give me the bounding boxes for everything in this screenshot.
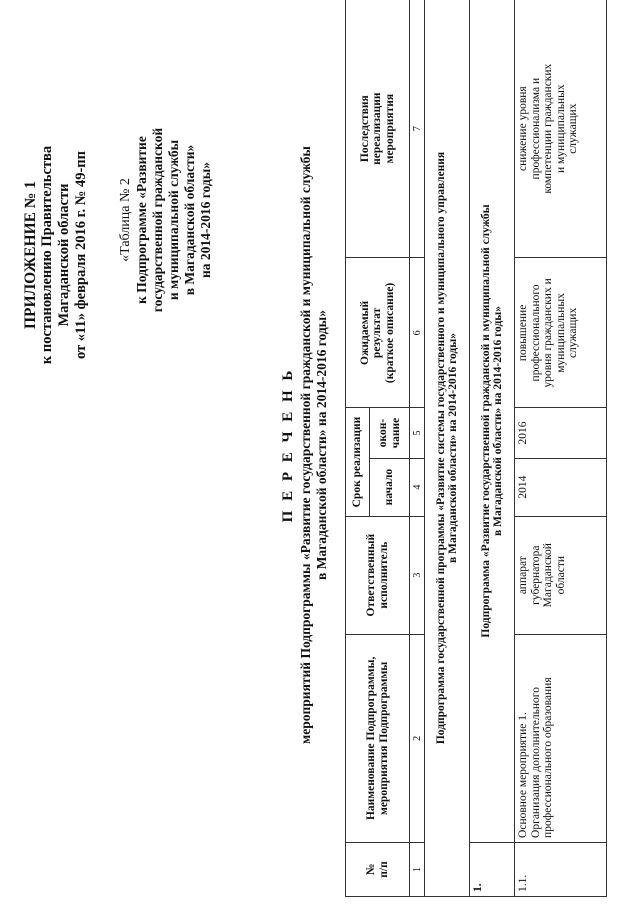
table-reference-line: государственной гражданской <box>150 127 165 313</box>
row-result: повышение профессионального уровня гражданских и муниципальных служащих <box>515 258 607 408</box>
header-row <box>346 0 370 897</box>
header-end: окон- чание <box>369 408 410 458</box>
appendix-block <box>22 45 90 465</box>
table-row <box>515 0 607 897</box>
row-end: 2016 <box>515 408 607 458</box>
section-row-program <box>425 0 470 897</box>
table-reference-label: «Таблица № 2 <box>118 178 133 262</box>
section-line: Подпрограмма государственной программы «Развитие системы государственного и муниципального управления <box>434 151 447 745</box>
title-line: мероприятий Подпрограммы «Развитие государственной гражданской и муниципальной службы <box>298 146 313 744</box>
row-number: 1.1. <box>515 842 607 896</box>
header-period: Срок реализации <box>346 408 370 516</box>
row-consequences: снижение уровня профессионализма и компетенции гражданских и муниципальных служащих <box>515 0 607 258</box>
table-reference-line: к Подпрограмме «Развитие <box>134 136 149 304</box>
section-number: 1. <box>470 842 515 896</box>
header-name: Наименование Подпрограммы, мероприятия Подпрограммы <box>346 634 410 842</box>
header-result: Ожидаемый результат (краткое описание) <box>346 258 410 408</box>
title-heading: П Е Р Е Ч Е Н Ь <box>280 367 296 523</box>
title-line: в Магаданской области» на 2014-2016 годы» <box>314 310 329 580</box>
column-number: 4 <box>410 458 425 516</box>
section-line: в Магаданской области» на 2014-2016 годы» <box>492 306 505 536</box>
appendix-title: ПРИЛОЖЕНИЕ № 1 <box>22 181 39 329</box>
column-number: 7 <box>410 0 425 258</box>
appendix-line: к постановлению Правительства <box>39 145 55 365</box>
appendix-line: Магаданской области <box>56 183 72 327</box>
header-consequences: Последствия нереализации мероприятия <box>346 0 410 258</box>
row-executor: аппарат губернатора Магаданской области <box>515 516 607 634</box>
table-reference-line: на 2014-2016 годы» <box>198 161 213 279</box>
measures-table <box>345 0 607 897</box>
column-number: 2 <box>410 634 425 842</box>
row-name: Основное мероприятие 1. Организация дополнительного профессионального образования <box>515 634 607 842</box>
appendix-line: от «11» февраля 2016 г. № 49-пп <box>73 150 89 360</box>
section-line: Подпрограмма «Развитие государственной гражданской и муниципальной службы <box>479 204 492 638</box>
header-num: № п/п <box>346 842 410 896</box>
section-subprogram-cell <box>470 0 515 842</box>
row-start: 2014 <box>515 458 607 516</box>
table-reference-block <box>118 50 214 390</box>
column-number: 1 <box>410 842 425 896</box>
measures-table-wrapper <box>345 0 607 897</box>
column-number: 6 <box>410 258 425 408</box>
header-executor: Ответственный исполнитель <box>346 516 410 634</box>
section-line: в Магаданской области» на 2014-2016 годы» <box>447 333 460 563</box>
column-numbers-row <box>410 0 425 897</box>
section-row-subprogram <box>470 0 515 897</box>
document-title <box>280 125 330 765</box>
column-number: 5 <box>410 408 425 458</box>
column-number: 3 <box>410 516 425 634</box>
table-reference-line: и муниципальной службы <box>166 139 181 301</box>
header-start: начало <box>369 458 410 516</box>
table-reference-line: в Магаданской области» <box>182 144 197 296</box>
section-program-cell <box>425 0 470 897</box>
